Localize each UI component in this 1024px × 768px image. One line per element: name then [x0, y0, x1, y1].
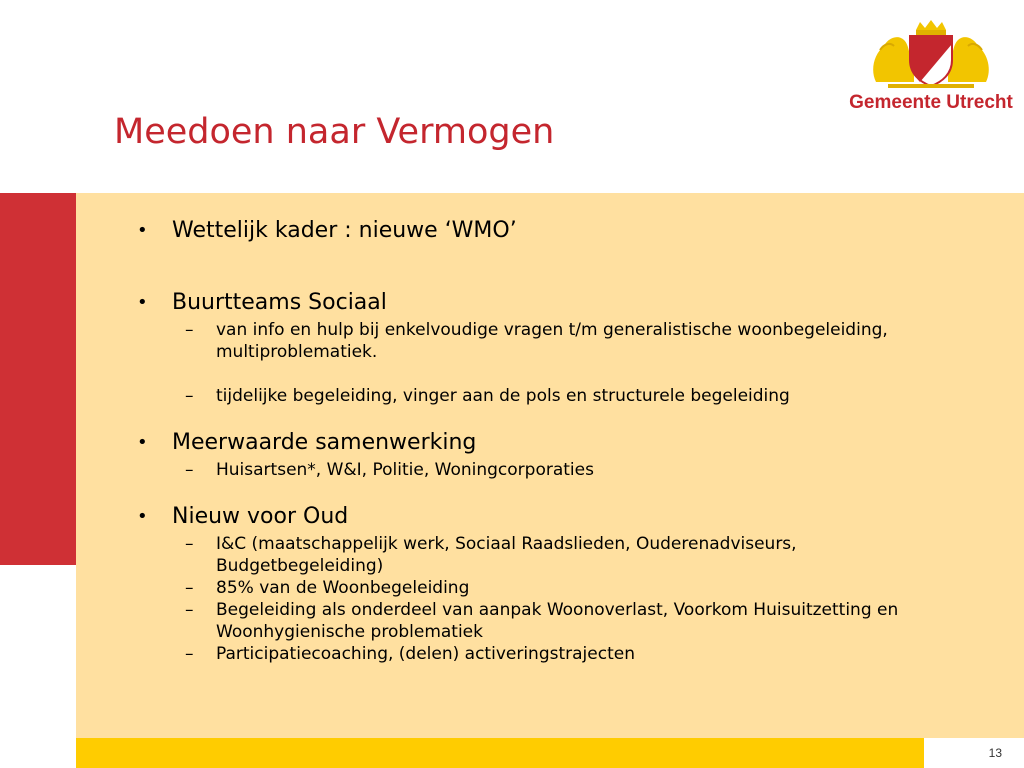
sub-item [137, 643, 937, 665]
bullet-list [137, 217, 937, 665]
page-number: 13 [988, 746, 1002, 760]
gemeente-utrecht-logo [846, 20, 1016, 120]
bullet-marker: • [137, 506, 148, 527]
page-title: Meedoen naar Vermogen [114, 112, 555, 152]
logo-text: Gemeente Utrecht [849, 92, 1013, 113]
dash-marker: – [185, 534, 194, 554]
sub-item-text: Huisartsen*, W&I, Politie, Woningcorporaties [216, 460, 594, 480]
list-item [137, 217, 937, 245]
dash-marker: – [185, 386, 194, 406]
dash-marker: – [185, 600, 194, 620]
bullet-text: Meerwaarde samenwerking [172, 430, 477, 455]
sub-item-text: tijdelijke begeleiding, vinger aan de pols en structurele begeleiding [216, 386, 790, 406]
sub-item-text: I&C (maatschappelijk werk, Sociaal Raadslieden, Ouderenadviseurs, Budgetbegeleiding) [216, 534, 797, 576]
sub-item [137, 599, 937, 643]
sub-item [137, 319, 937, 363]
sub-item [137, 385, 937, 407]
coat-of-arms-icon [868, 20, 994, 90]
sub-item-text: van info en hulp bij enkelvoudige vragen t/m generalistische woonbegeleiding, multiproblematiek. [216, 320, 888, 362]
dash-marker: – [185, 320, 194, 340]
footer-yellow-bar [76, 738, 924, 768]
dash-marker: – [185, 460, 194, 480]
accent-red-bar [0, 193, 76, 565]
list-item [137, 429, 937, 457]
list-item [137, 289, 937, 317]
dash-marker: – [185, 578, 194, 598]
dash-marker: – [185, 644, 194, 664]
sub-item-text: Begeleiding als onderdeel van aanpak Woonoverlast, Voorkom Huisuitzetting en Woonhygienische problematiek [216, 600, 899, 642]
bullet-text: Buurtteams Sociaal [172, 290, 387, 315]
sub-item-text: Participatiecoaching, (delen) activeringstrajecten [216, 644, 635, 664]
sub-item-text: 85% van de Woonbegeleiding [216, 578, 470, 598]
bullet-marker: • [137, 292, 148, 313]
list-item [137, 503, 937, 531]
bullet-marker: • [137, 432, 148, 453]
bullet-text: Nieuw voor Oud [172, 504, 349, 529]
bullet-marker: • [137, 220, 148, 241]
sub-item [137, 577, 937, 599]
bullet-text: Wettelijk kader : nieuwe ‘WMO’ [172, 218, 517, 243]
sub-item [137, 533, 937, 577]
sub-item [137, 459, 937, 481]
